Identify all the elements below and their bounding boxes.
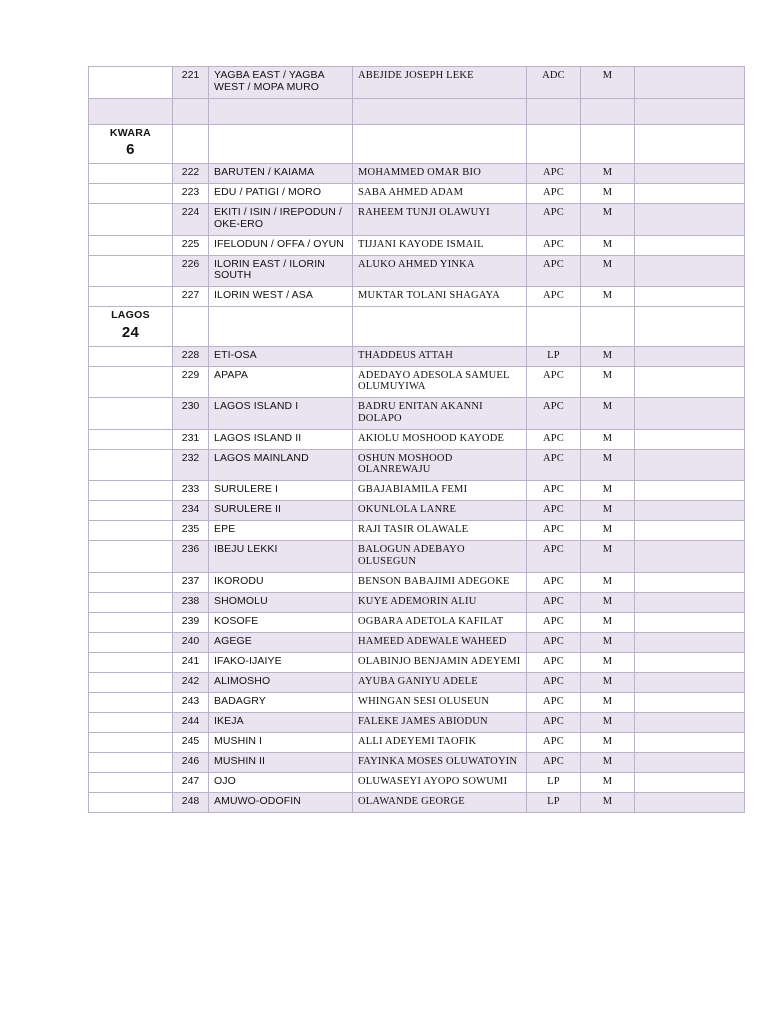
party-cell: APC <box>527 612 581 632</box>
extra-cell <box>635 732 745 752</box>
constituency-cell: IKORODU <box>209 572 353 592</box>
candidate-table-body <box>89 67 745 813</box>
table-row <box>89 124 745 164</box>
state-name-cell <box>89 692 173 712</box>
candidate-name-cell <box>353 124 527 164</box>
state-name-cell <box>89 572 173 592</box>
table-row <box>89 67 745 99</box>
candidate-name-cell: OGBARA ADETOLA KAFILAT <box>353 612 527 632</box>
constituency-cell: AMUWO-ODOFIN <box>209 792 353 812</box>
extra-cell <box>635 501 745 521</box>
serial-number-cell: 223 <box>173 184 209 204</box>
state-name-cell <box>89 521 173 541</box>
serial-number-cell: 234 <box>173 501 209 521</box>
extra-cell <box>635 752 745 772</box>
sex-cell: M <box>581 398 635 430</box>
serial-number-cell: 228 <box>173 346 209 366</box>
sex-cell: M <box>581 366 635 398</box>
sex-cell: M <box>581 772 635 792</box>
constituency-cell <box>209 98 353 124</box>
serial-number-cell: 245 <box>173 732 209 752</box>
extra-cell <box>635 772 745 792</box>
candidate-name-cell: MOHAMMED OMAR BIO <box>353 164 527 184</box>
state-name-cell <box>89 235 173 255</box>
serial-number-cell: 242 <box>173 672 209 692</box>
serial-number-cell: 236 <box>173 541 209 573</box>
extra-cell <box>635 287 745 307</box>
serial-number-cell: 235 <box>173 521 209 541</box>
sex-cell: M <box>581 541 635 573</box>
candidate-name-cell: AYUBA GANIYU ADELE <box>353 672 527 692</box>
serial-number-cell: 226 <box>173 255 209 287</box>
party-cell: APC <box>527 164 581 184</box>
extra-cell <box>635 592 745 612</box>
state-name-cell <box>89 255 173 287</box>
party-cell: ADC <box>527 67 581 99</box>
candidate-name-cell: ABEJIDE JOSEPH LEKE <box>353 67 527 99</box>
party-cell: APC <box>527 632 581 652</box>
party-cell: APC <box>527 732 581 752</box>
extra-cell <box>635 652 745 672</box>
serial-number-cell <box>173 98 209 124</box>
party-cell: APC <box>527 592 581 612</box>
candidate-name-cell: OLABINJO BENJAMIN ADEYEMI <box>353 652 527 672</box>
party-cell: APC <box>527 366 581 398</box>
candidate-name-cell: GBAJABIAMILA FEMI <box>353 481 527 501</box>
party-cell: LP <box>527 772 581 792</box>
state-name-cell <box>89 501 173 521</box>
extra-cell <box>635 692 745 712</box>
state-name-cell <box>89 541 173 573</box>
extra-cell <box>635 164 745 184</box>
serial-number-cell: 240 <box>173 632 209 652</box>
sex-cell: M <box>581 449 635 481</box>
extra-cell <box>635 712 745 732</box>
state-name-cell <box>89 366 173 398</box>
candidate-name-cell: FALEKE JAMES ABIODUN <box>353 712 527 732</box>
party-cell: APC <box>527 521 581 541</box>
candidate-name-cell: TIJJANI KAYODE ISMAIL <box>353 235 527 255</box>
table-row <box>89 366 745 398</box>
state-name-cell <box>89 732 173 752</box>
constituency-cell: MUSHIN I <box>209 732 353 752</box>
state-name-cell <box>89 612 173 632</box>
sex-cell: M <box>581 792 635 812</box>
candidate-name-cell: THADDEUS ATTAH <box>353 346 527 366</box>
candidate-table <box>88 66 745 813</box>
constituency-cell: ETI-OSA <box>209 346 353 366</box>
constituency-cell: IFELODUN / OFFA / OYUN <box>209 235 353 255</box>
serial-number-cell: 233 <box>173 481 209 501</box>
sex-cell: M <box>581 67 635 99</box>
constituency-cell: IBEJU LEKKI <box>209 541 353 573</box>
extra-cell <box>635 521 745 541</box>
table-row <box>89 164 745 184</box>
sex-cell: M <box>581 204 635 236</box>
state-name-cell <box>89 98 173 124</box>
table-row <box>89 235 745 255</box>
state-name-cell <box>89 184 173 204</box>
party-cell: APC <box>527 541 581 573</box>
table-row <box>89 752 745 772</box>
table-row <box>89 184 745 204</box>
table-row <box>89 521 745 541</box>
constituency-cell: ILORIN EAST / ILORIN SOUTH <box>209 255 353 287</box>
table-row <box>89 712 745 732</box>
party-cell: APC <box>527 429 581 449</box>
serial-number-cell: 244 <box>173 712 209 732</box>
party-cell: APC <box>527 287 581 307</box>
sex-cell: M <box>581 346 635 366</box>
table-row <box>89 255 745 287</box>
party-cell: APC <box>527 501 581 521</box>
serial-number-cell: 230 <box>173 398 209 430</box>
candidate-name-cell: SABA AHMED ADAM <box>353 184 527 204</box>
constituency-cell: LAGOS ISLAND II <box>209 429 353 449</box>
table-row <box>89 429 745 449</box>
sex-cell: M <box>581 592 635 612</box>
serial-number-cell: 248 <box>173 792 209 812</box>
state-label: KWARA <box>109 126 152 139</box>
extra-cell <box>635 481 745 501</box>
state-name-cell <box>89 346 173 366</box>
constituency-cell: BARUTEN / KAIAMA <box>209 164 353 184</box>
candidate-name-cell: BADRU ENITAN AKANNI DOLAPO <box>353 398 527 430</box>
constituency-cell: SURULERE I <box>209 481 353 501</box>
table-row <box>89 592 745 612</box>
candidate-name-cell: ADEDAYO ADESOLA SAMUEL OLUMUYIWA <box>353 366 527 398</box>
constituency-cell: KOSOFE <box>209 612 353 632</box>
state-name-cell <box>89 429 173 449</box>
serial-number-cell <box>173 124 209 164</box>
state-name-cell <box>89 592 173 612</box>
candidate-name-cell: BENSON BABAJIMI ADEGOKE <box>353 572 527 592</box>
extra-cell <box>635 124 745 164</box>
party-cell: APC <box>527 692 581 712</box>
candidate-name-cell: OLAWANDE GEORGE <box>353 792 527 812</box>
constituency-cell <box>209 307 353 347</box>
extra-cell <box>635 449 745 481</box>
table-row <box>89 287 745 307</box>
candidate-name-cell: AKIOLU MOSHOOD KAYODE <box>353 429 527 449</box>
candidate-name-cell <box>353 98 527 124</box>
sex-cell: M <box>581 752 635 772</box>
table-row <box>89 692 745 712</box>
sex-cell: M <box>581 164 635 184</box>
table-row <box>89 481 745 501</box>
table-row <box>89 449 745 481</box>
serial-number-cell <box>173 307 209 347</box>
sex-cell: M <box>581 572 635 592</box>
sex-cell <box>581 98 635 124</box>
constituency-cell: MUSHIN II <box>209 752 353 772</box>
table-row <box>89 792 745 812</box>
candidate-name-cell: HAMEED ADEWALE WAHEED <box>353 632 527 652</box>
state-name-cell <box>89 398 173 430</box>
state-seat-count: 6 <box>126 141 135 159</box>
state-name-cell <box>89 652 173 672</box>
party-cell: APC <box>527 652 581 672</box>
state-name-cell <box>89 632 173 652</box>
serial-number-cell: 239 <box>173 612 209 632</box>
extra-cell <box>635 204 745 236</box>
sex-cell: M <box>581 235 635 255</box>
state-name-cell <box>89 712 173 732</box>
candidate-name-cell: RAHEEM TUNJI OLAWUYI <box>353 204 527 236</box>
party-cell: APC <box>527 752 581 772</box>
constituency-cell: IFAKO-IJAIYE <box>209 652 353 672</box>
serial-number-cell: 237 <box>173 572 209 592</box>
constituency-cell: SURULERE II <box>209 501 353 521</box>
state-name-cell <box>89 772 173 792</box>
constituency-cell: ILORIN WEST / ASA <box>209 287 353 307</box>
sex-cell: M <box>581 652 635 672</box>
constituency-cell: EDU / PATIGI / MORO <box>209 184 353 204</box>
party-cell: APC <box>527 398 581 430</box>
state-label: LAGOS <box>111 309 150 322</box>
serial-number-cell: 238 <box>173 592 209 612</box>
party-cell: APC <box>527 572 581 592</box>
extra-cell <box>635 398 745 430</box>
candidate-name-cell: ALUKO AHMED YINKA <box>353 255 527 287</box>
state-name-cell <box>89 124 173 164</box>
serial-number-cell: 221 <box>173 67 209 99</box>
table-row <box>89 732 745 752</box>
candidate-name-cell: FAYINKA MOSES OLUWATOYIN <box>353 752 527 772</box>
extra-cell <box>635 346 745 366</box>
candidate-name-cell <box>353 307 527 347</box>
extra-cell <box>635 307 745 347</box>
constituency-cell: AGEGE <box>209 632 353 652</box>
state-name-cell <box>89 449 173 481</box>
extra-cell <box>635 632 745 652</box>
party-cell: APC <box>527 481 581 501</box>
table-row <box>89 98 745 124</box>
candidate-name-cell: WHINGAN SESI OLUSEUN <box>353 692 527 712</box>
party-cell: APC <box>527 235 581 255</box>
extra-cell <box>635 672 745 692</box>
state-seat-count: 24 <box>121 323 140 341</box>
constituency-cell: SHOMOLU <box>209 592 353 612</box>
constituency-cell: LAGOS MAINLAND <box>209 449 353 481</box>
extra-cell <box>635 572 745 592</box>
table-row <box>89 346 745 366</box>
sex-cell: M <box>581 481 635 501</box>
sex-cell: M <box>581 632 635 652</box>
party-cell: LP <box>527 346 581 366</box>
table-row <box>89 541 745 573</box>
serial-number-cell: 241 <box>173 652 209 672</box>
candidate-name-cell: BALOGUN ADEBAYO OLUSEGUN <box>353 541 527 573</box>
sex-cell: M <box>581 672 635 692</box>
extra-cell <box>635 255 745 287</box>
sex-cell: M <box>581 287 635 307</box>
state-name-cell <box>89 164 173 184</box>
state-name-cell <box>89 287 173 307</box>
candidate-name-cell: KUYE ADEMORIN ALIU <box>353 592 527 612</box>
serial-number-cell: 247 <box>173 772 209 792</box>
extra-cell <box>635 184 745 204</box>
serial-number-cell: 243 <box>173 692 209 712</box>
party-cell: APC <box>527 184 581 204</box>
state-name-cell <box>89 752 173 772</box>
candidate-name-cell: OKUNLOLA LANRE <box>353 501 527 521</box>
party-cell <box>527 124 581 164</box>
constituency-cell: BADAGRY <box>209 692 353 712</box>
extra-cell <box>635 98 745 124</box>
table-row <box>89 572 745 592</box>
party-cell: APC <box>527 255 581 287</box>
serial-number-cell: 246 <box>173 752 209 772</box>
sex-cell: M <box>581 692 635 712</box>
table-row <box>89 772 745 792</box>
serial-number-cell: 222 <box>173 164 209 184</box>
constituency-cell: YAGBA EAST / YAGBA WEST / MOPA MURO <box>209 67 353 99</box>
candidate-name-cell: MUKTAR TOLANI SHAGAYA <box>353 287 527 307</box>
serial-number-cell: 232 <box>173 449 209 481</box>
state-name-cell <box>89 672 173 692</box>
party-cell: APC <box>527 712 581 732</box>
serial-number-cell: 231 <box>173 429 209 449</box>
extra-cell <box>635 366 745 398</box>
serial-number-cell: 225 <box>173 235 209 255</box>
constituency-cell: OJO <box>209 772 353 792</box>
table-row <box>89 612 745 632</box>
extra-cell <box>635 67 745 99</box>
sex-cell: M <box>581 255 635 287</box>
serial-number-cell: 224 <box>173 204 209 236</box>
extra-cell <box>635 541 745 573</box>
table-row <box>89 672 745 692</box>
serial-number-cell: 227 <box>173 287 209 307</box>
constituency-cell <box>209 124 353 164</box>
state-name-cell <box>89 792 173 812</box>
sex-cell: M <box>581 429 635 449</box>
sex-cell <box>581 307 635 347</box>
sex-cell <box>581 124 635 164</box>
constituency-cell: LAGOS ISLAND I <box>209 398 353 430</box>
constituency-cell: ALIMOSHO <box>209 672 353 692</box>
candidate-name-cell: RAJI TASIR OLAWALE <box>353 521 527 541</box>
sex-cell: M <box>581 501 635 521</box>
table-row <box>89 204 745 236</box>
candidate-name-cell: OSHUN MOSHOOD OLANREWAJU <box>353 449 527 481</box>
party-cell <box>527 307 581 347</box>
extra-cell <box>635 792 745 812</box>
sex-cell: M <box>581 712 635 732</box>
table-row <box>89 501 745 521</box>
extra-cell <box>635 235 745 255</box>
party-cell: APC <box>527 672 581 692</box>
sex-cell: M <box>581 521 635 541</box>
constituency-cell: APAPA <box>209 366 353 398</box>
party-cell: LP <box>527 792 581 812</box>
state-name-cell <box>89 204 173 236</box>
table-row <box>89 307 745 347</box>
constituency-cell: EKITI / ISIN / IREPODUN / OKE-ERO <box>209 204 353 236</box>
constituency-cell: IKEJA <box>209 712 353 732</box>
table-row <box>89 398 745 430</box>
party-cell: APC <box>527 449 581 481</box>
candidate-name-cell: OLUWASEYI AYOPO SOWUMI <box>353 772 527 792</box>
constituency-cell: EPE <box>209 521 353 541</box>
serial-number-cell: 229 <box>173 366 209 398</box>
sex-cell: M <box>581 184 635 204</box>
candidate-name-cell: ALLI ADEYEMI TAOFIK <box>353 732 527 752</box>
extra-cell <box>635 612 745 632</box>
party-cell: APC <box>527 204 581 236</box>
state-name-cell <box>89 307 173 347</box>
party-cell <box>527 98 581 124</box>
extra-cell <box>635 429 745 449</box>
table-row <box>89 632 745 652</box>
state-name-cell <box>89 67 173 99</box>
state-name-cell <box>89 481 173 501</box>
sex-cell: M <box>581 612 635 632</box>
sex-cell: M <box>581 732 635 752</box>
table-row <box>89 652 745 672</box>
